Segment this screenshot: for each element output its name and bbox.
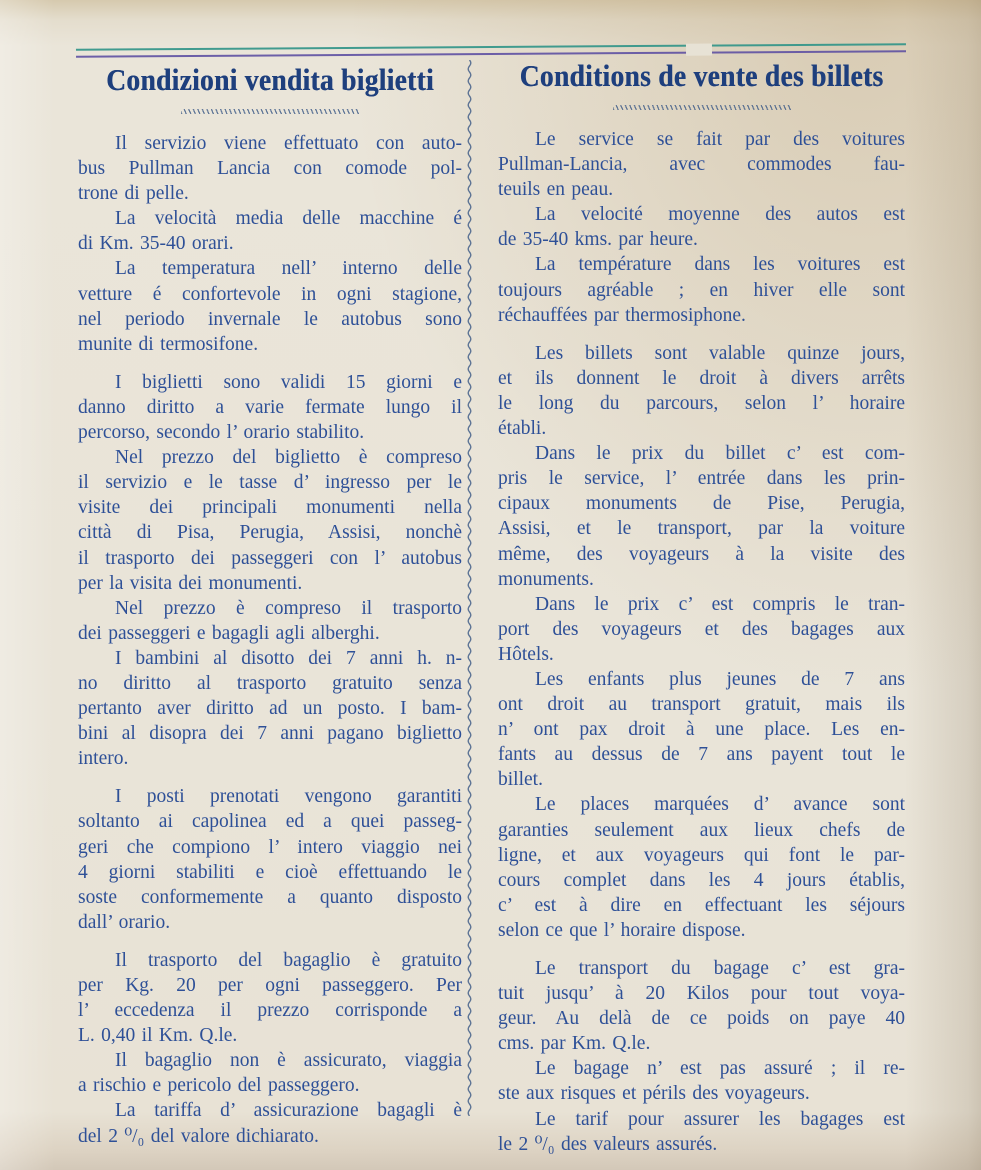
text-line: intero. [78, 748, 129, 770]
paragraph [78, 1098, 462, 1148]
text-line: La température dans les voitures est [535, 254, 905, 276]
paragraph [498, 667, 905, 792]
text-line: toujours agréable ; en hiver elle sont [498, 279, 905, 301]
text-line: no diritto al trasporto gratuito senza [78, 672, 462, 694]
text-line: Hôtels. [498, 643, 554, 665]
text-line: Dans le prix c’ est compris le tran- [535, 593, 905, 615]
paragraph [78, 948, 462, 1048]
text-line: tuit jusqu’ à 20 Kilos pour tout voya- [498, 983, 905, 1005]
text-line: Le bagage n’ est pas assuré ; il re- [535, 1058, 905, 1080]
text-line: teuils en peau. [498, 179, 614, 201]
paragraph [78, 370, 462, 445]
paragraph [498, 1107, 905, 1157]
french-column-text [498, 127, 905, 1157]
text-line: ont droit au transport gratuit, mais ils [498, 694, 905, 716]
text-line: Le tarif pour assurer les bagages est [535, 1108, 905, 1130]
text-line: établi. [498, 418, 547, 440]
french-column [498, 58, 905, 1157]
text-line: c’ est à dire en effectuant les séjours [498, 894, 905, 916]
text-line: l’ eccedenza il prezzo corrisponde a [78, 1000, 462, 1022]
text-line: Le places marquées d’ avance sont [535, 794, 905, 816]
text-line: I biglietti sono validi 15 giorni e [115, 371, 462, 393]
text-line: ligne, et aux voyageurs qui font le par- [498, 844, 905, 866]
text-line: billet. [498, 769, 543, 791]
text-line: Il trasporto del bagaglio è gratuito [115, 949, 462, 971]
text-line: di Km. 35-40 orari. [78, 233, 234, 255]
paragraph [498, 341, 905, 441]
text-line: 4 giorni stabiliti e cioè effettuando le [78, 861, 462, 883]
text-line: danno diritto a varie fermate lungo il [78, 396, 462, 418]
text-line: bini al disopra dei 7 anni pagano biglietto [78, 723, 462, 745]
text-line: del 2 ⁰/₀ del valore dichiarato. [78, 1125, 319, 1147]
text-line: I posti prenotati vengono garantiti [115, 786, 462, 808]
text-line: geur. Au delà de ce poids on paye 40 [498, 1008, 905, 1030]
text-line: cours complet dans les 4 jours établis, [498, 869, 905, 891]
text-line: Il servizio viene effettuato con auto- [115, 133, 462, 154]
paragraph [498, 202, 905, 252]
text-line: visite dei principali monumenti nella [78, 497, 462, 519]
text-line: pertanto aver diritto ad un posto. I bam- [78, 698, 462, 720]
french-column-title: Conditions de vente des billets [519, 58, 884, 93]
text-line: città di Pisa, Perugia, Assisi, nonchè [78, 522, 462, 544]
text-line: n’ ont pax droit à une place. Les en- [498, 719, 905, 741]
paragraph [78, 131, 462, 206]
text-line: Pullman-Lancia, avec commodes fau- [498, 154, 905, 176]
paragraph [498, 1056, 905, 1106]
text-line: munite di termosifone. [78, 333, 259, 355]
paragraph [78, 1048, 462, 1098]
text-line: Le transport du bagage c’ est gra- [535, 958, 905, 979]
paragraph [498, 127, 905, 202]
column-divider-wavy-line [465, 60, 475, 1116]
paragraph [78, 646, 462, 771]
title-underline-squiggle [613, 105, 791, 110]
text-line: bus Pullman Lancia con comode pol- [78, 158, 462, 180]
title-underline-squiggle [181, 109, 359, 114]
text-line: Nel prezzo del biglietto è compreso [115, 447, 462, 469]
text-line: La tariffa d’ assicurazione bagagli è [115, 1100, 462, 1122]
text-line: per la visita dei monumenti. [78, 572, 303, 594]
text-line: et ils donnent le droit à divers arrêts [498, 367, 905, 389]
paragraph [498, 592, 905, 667]
paragraph [78, 784, 462, 935]
text-line: per Kg. 20 per ogni passeggero. Per [78, 975, 462, 996]
text-line: La temperatura nell’ interno delle [115, 258, 462, 280]
text-line: le 2 ⁰/₀ des valeurs assurés. [498, 1133, 718, 1155]
text-line: dall’ orario. [78, 911, 171, 933]
paragraph [78, 596, 462, 646]
text-line: trone di pelle. [78, 183, 189, 205]
text-line: monuments. [498, 568, 594, 590]
text-line: Les enfants plus jeunes de 7 ans [535, 668, 905, 690]
text-line: Les billets sont valable quinze jours, [535, 342, 905, 364]
italian-column-text [78, 131, 462, 1149]
text-line: il servizio e le tasse d’ ingresso per le [78, 472, 462, 494]
text-line: vetture é confortevole in ogni stagione, [78, 283, 462, 305]
text-line: Assisi, et le transport, par la voiture [498, 518, 905, 540]
text-line: Il bagaglio non è assicurato, viaggia [115, 1050, 462, 1072]
text-line: il trasporto dei passeggeri con l’ autobus [78, 547, 462, 569]
paragraph [78, 256, 462, 356]
text-line: même, des voyageurs à la visite des [498, 543, 905, 565]
text-line: port des voyageurs et des bagages aux [498, 618, 905, 640]
text-line: de 35-40 kms. par heure. [498, 229, 698, 251]
paragraph [498, 252, 905, 327]
paragraph [498, 956, 905, 1056]
text-line: soltanto ai capolinea ed a quei passeg- [78, 811, 462, 833]
text-line: ste aux risques et périls des voyageurs. [498, 1083, 810, 1105]
text-line: cipaux monuments de Pise, Perugia, [498, 493, 905, 515]
text-line: le long du parcours, selon l’ horaire [498, 392, 905, 414]
text-line: soste conformemente a quanto disposto [78, 886, 462, 908]
top-rule-break [686, 44, 712, 56]
text-line: garanties seulement aux lieux chefs de [498, 819, 905, 841]
text-line: L. 0,40 il Km. Q.le. [78, 1025, 238, 1047]
text-line: nel periodo invernale le autobus sono [78, 308, 462, 330]
paragraph [78, 445, 462, 596]
text-line: cms. par Km. Q.le. [498, 1033, 651, 1055]
text-line: La velocità media delle macchine é [115, 208, 462, 230]
paragraph [498, 792, 905, 943]
text-line: I bambini al disotto dei 7 anni h. n- [115, 647, 462, 669]
italian-column-title: Condizioni vendita biglietti [106, 62, 434, 97]
text-line: geri che compiono l’ intero viaggio nei [78, 836, 462, 858]
text-line: dei passeggeri e bagagli agli alberghi. [78, 622, 380, 644]
text-line: Nel prezzo è compreso il trasporto [115, 597, 462, 619]
text-line: a rischio e pericolo del passeggero. [78, 1075, 360, 1097]
text-line: La velocité moyenne des autos est [535, 204, 905, 226]
italian-column [78, 62, 462, 1149]
text-line: Dans le prix du billet c’ est com- [535, 443, 905, 465]
text-line: percorso, secondo l’ orario stabilito. [78, 422, 365, 444]
paragraph [498, 441, 905, 592]
paragraph [78, 206, 462, 256]
text-line: fants au dessus de 7 ans payent tout le [498, 744, 905, 766]
text-line: Le service se fait par des voitures [535, 129, 905, 150]
text-line: pris le service, l’ entrée dans les prin- [498, 468, 905, 490]
text-line: réchauffées par thermosiphone. [498, 304, 746, 326]
text-line: selon ce que l’ horaire dispose. [498, 919, 746, 941]
